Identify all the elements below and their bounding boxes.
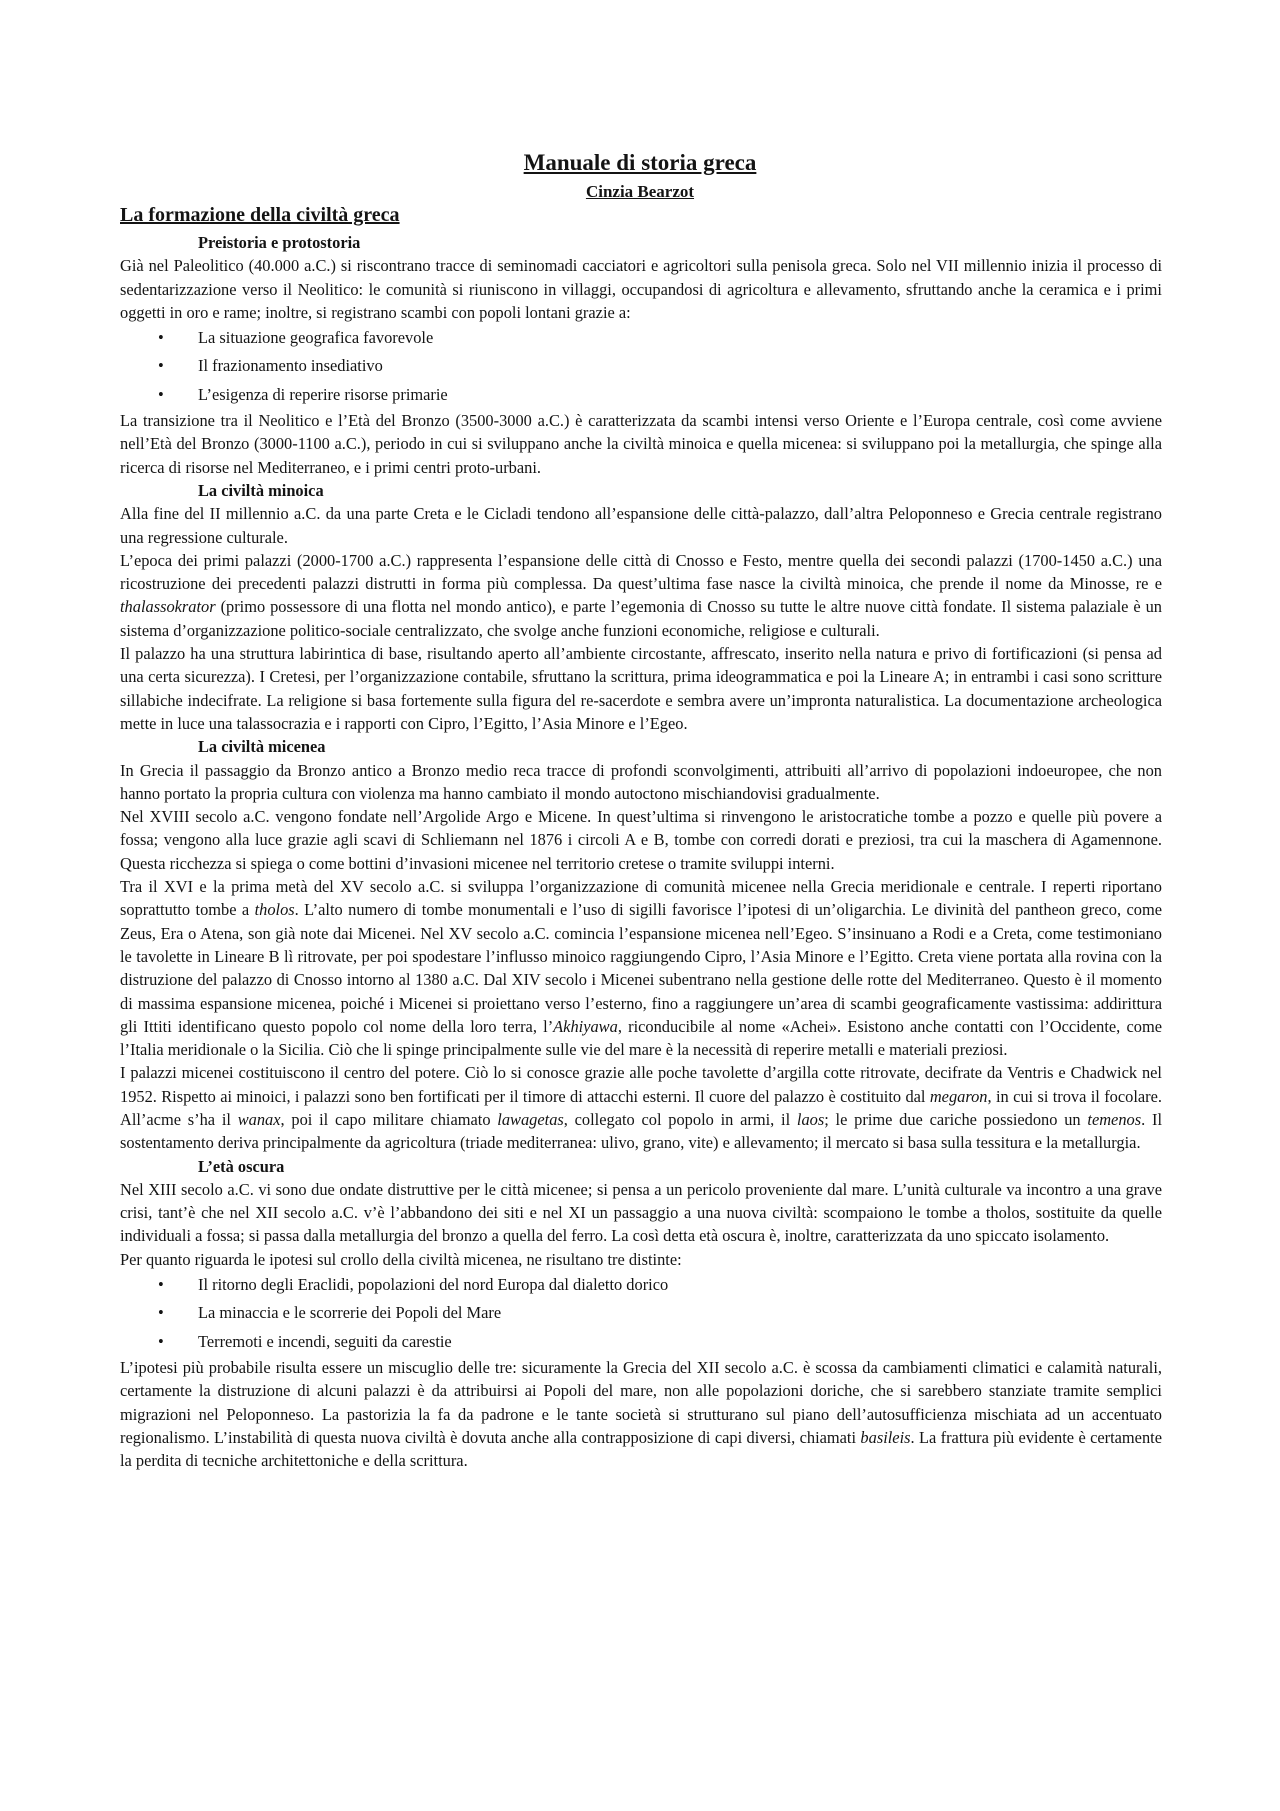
paragraph: Alla fine del II millennio a.C. da una parte Creta e le Cicladi tendono all’espansione delle città-palazzo, dall’altra Peloponneso e Grecia centrale registrano una regressione culturale.	[120, 504, 1162, 547]
section-heading-micenea: La civiltà micenea	[198, 737, 326, 757]
document-body	[120, 231, 1162, 1472]
document-title: Manuale di storia greca	[523, 150, 757, 175]
text-run: , poi il capo militare chiamato	[280, 1109, 498, 1129]
section-heading-minoica: La civiltà minoica	[198, 480, 324, 500]
document-author: Cinzia Bearzot	[585, 182, 695, 201]
paragraph	[120, 1061, 1162, 1154]
list-item: • L’esigenza di reperire risorse primarie	[120, 381, 1162, 409]
text-run: , collegato col popolo in armi, il	[563, 1109, 797, 1129]
paragraph: Nel XVIII secolo a.C. vengono fondate nell’Argolide Argo e Micene. In quest’ultima si rinvengono le aristocratiche tombe a pozzo e quelle più povere a fossa; vengono alla luce grazie agli scavi di Schliemann nel 1876 i circoli A e B, tombe con corredi dorati e preziosi, tra cui la maschera di Agamennone. Questa ricchezza si spiega o come bottini d’invasioni micenee nel territorio cretese o tramite sviluppi interni.	[120, 807, 1162, 873]
list-item: • Il frazionamento insediativo	[120, 352, 1162, 380]
text-run: . La frattura più evidente è certamente la perdita di tecniche architettoniche e della scrittura.	[120, 1427, 1162, 1471]
text-run: , in cui si trova il focolare. All’acme s’ha il	[120, 1086, 1162, 1129]
italic-term: temenos	[1087, 1109, 1142, 1129]
text-run: , riconducibile al nome «Achei». Esistono anche contatti con l’Occidente, come l’Italia meridionale o la Sicilia. Ciò che li spinge principalmente sulle vie del mare è la necessità di reperire metalli e materiali preziosi.	[120, 1016, 1162, 1060]
paragraph: Per quanto riguarda le ipotesi sul crollo della civiltà micenea, ne risultano tre distinte:	[120, 1249, 682, 1269]
list-item: • La situazione geografica favorevole	[120, 324, 1162, 352]
text-run: (primo possessore di una flotta nel mondo antico), e parte l’egemonia di Cnosso su tutte le altre nuove città fondate. Il sistema palaziale è un sistema d’organizzazione politico-sociale centralizzato, che svolge anche funzioni economiche, religiose e culturali.	[120, 597, 1162, 640]
text-run: L’epoca dei primi palazzi (2000-1700 a.C.) rappresenta l’espansione delle città di Cnosso e Festo, mentre quella dei secondi palazzi (1700-1450 a.C.) una ricostruzione dei precedenti palazzi distrutti in forma più complessa. Da quest’ultima fase nasce la civiltà minoica, che prende il nome da Minosse, re e	[120, 550, 1162, 594]
italic-term: lawagetas	[497, 1109, 564, 1129]
italic-term: basileis	[860, 1427, 911, 1447]
italic-term: laos	[796, 1109, 825, 1129]
paragraph: In Grecia il passaggio da Bronzo antico a Bronzo medio reca tracce di profondi sconvolgimenti, attribuiti all’arrivo di popolazioni indoeuropee, che non hanno portato la propria cultura con violenza ma hanno cambiato il mondo autoctono mischiandovisi gradualmente.	[120, 760, 1162, 803]
bullet-list	[120, 1271, 1162, 1356]
list-item: • Il ritorno degli Eraclidi, popolazioni del nord Europa dal dialetto dorico	[120, 1271, 1162, 1299]
text-run: ; le prime due cariche possiedono un	[824, 1109, 1088, 1129]
text-run: Tra il XVI e la prima metà del XV secolo a.C. si sviluppa l’organizzazione di comunità micenee nella Grecia meridionale e centrale. I reperti riportano soprattutto tombe a	[120, 877, 1162, 920]
paragraph: La transizione tra il Neolitico e l’Età del Bronzo (3500-3000 a.C.) è caratterizzata da scambi intensi verso Oriente e l’Europa centrale, così come avviene nell’Età del Bronzo (3000-1100 a.C.), periodo in cui si sviluppano anche la civiltà minoica e quella micenea: si sviluppano poi la metallurgia, che spinge alla ricerca di risorse nel Mediterraneo, e i primi centri proto-urbani.	[120, 411, 1162, 477]
paragraph: Nel XIII secolo a.C. vi sono due ondate distruttive per le città micenee; si pensa a un pericolo proveniente dal mare. L’unità culturale va incontro a una grave crisi, tant’è che nel XII secolo a.C. v’è l’abbandono dei siti e nel XI un passaggio a una nuova civiltà: scompaiono le tombe a tholos, sostituite da quelle individuali a fossa; si passa dalla metallurgia del bronzo a quella del ferro. La così detta età oscura è, inoltre, caratterizzata da uno spiccato isolamento.	[120, 1179, 1162, 1246]
paragraph	[120, 549, 1162, 642]
italic-term: wanax	[237, 1109, 281, 1129]
text-run: I palazzi micenei costituiscono il centro del potere. Ciò lo si conosce grazie alle poche tavolette d’argilla cotte ritrovate, decifrate da Ventris e Chadwick nel 1952. Rispetto ai minoici, i palazzi sono ben fortificati per il timore di attacchi esterni. Il cuore del palazzo è costituito dal	[120, 1063, 1162, 1106]
italic-term: Akhiyawa	[553, 1016, 618, 1036]
paragraph: Già nel Paleolitico (40.000 a.C.) si riscontrano tracce di seminomadi cacciatori e agricoltori sulla penisola greca. Solo nel VII millennio inizia il processo di sedentarizzazione verso il Neolitico: le comunità si riuniscono in villaggi, occupandosi di agricoltura e allevamento, sfruttando anche la ceramica e i primi oggetti in oro e rame; inoltre, si registrano scambi con popoli lontani grazie a:	[120, 256, 1162, 322]
paragraph	[120, 875, 1162, 1061]
section-heading-preistoria: Preistoria e protostoria	[198, 233, 361, 252]
list-item: • La minaccia e le scorrerie dei Popoli del Mare	[120, 1299, 1162, 1327]
section-heading-oscura: L’età oscura	[198, 1156, 285, 1176]
paragraph	[120, 1356, 1162, 1472]
italic-term: tholos	[254, 900, 295, 920]
list-item: • Terremoti e incendi, seguiti da carestie	[120, 1328, 1162, 1356]
italic-term: megaron	[929, 1086, 988, 1106]
paragraph: Il palazzo ha una struttura labirintica di base, risultando aperto all’ambiente circostante, affrescato, inserito nella natura e privo di fortificazioni (si pensa ad una certa sicurezza). I Cretesi, per l’organizzazione contabile, sfruttano la scrittura, prima ideogrammatica e poi la Lineare A; in entrambi i casi sono scritture sillabiche indecifrate. La religione si basa fortemente sulla figura del re-sacerdote e sembra avere un’impronta naturalistica. La documentazione archeologica mette in luce una talassocrazia e i rapporti con Cipro, l’Egitto, l’Asia Minore e l’Egeo.	[120, 644, 1162, 733]
text-run: . Il sostentamento deriva principalmente da agricoltura (triade mediterranea: ulivo, grano, vite) e allevamento; il mercato si basa sulla tessitura e la metallurgia.	[120, 1109, 1162, 1153]
chapter-heading: La formazione della civiltà greca	[120, 204, 400, 226]
text-run: L’ipotesi più probabile risulta essere un miscuglio delle tre: sicuramente la Grecia del XII secolo a.C. è scossa da cambiamenti climatici e calamità naturali, certamente la distruzione di alcuni palazzi è da attribuirsi ai Popoli del mare, non alle popolazioni doriche, che si sarebbero stanziate tramite semplici migrazioni nel Peloponneso. La pastorizia la fa da padrone e le tante società si strutturano sul piano dell’autosufficienza mischiata ad un accentuato regionalismo. L’instabilità di questa nuova civiltà è dovuta anche alla contrapposizione di capi diversi, chiamati	[120, 1357, 1162, 1447]
italic-term: thalassokrator	[120, 597, 216, 617]
text-run: . L’alto numero di tombe monumentali e l’uso di sigilli favorisce l’ipotesi di un’oligarchia. Le divinità del pantheon greco, come Zeus, Era o Atena, son già note dai Micenei. Nel XV secolo a.C. comincia l’espansione micenea nell’Egeo. S’insinuano a Rodi e a Creta, come testimoniano le tavolette in Lineare B lì ritrovate, per poi spodestare l’influsso minoico raggiungendo Cipro, l’Asia Minore e l’Egitto. Creta viene portata alla rovina con la distruzione del palazzo di Cnosso intorno al 1380 a.C. Dal XIV secolo i Micenei subentrano nella gestione delle rotte del Mediterraneo. Questo è il momento di massima espansione micenea, poiché i Micenei si proiettano verso l’esterno, fino a raggiungere un’area di scambi geograficamente vastissima: addirittura gli Ittiti identificano questo popolo col nome della loro terra, l’	[120, 900, 1162, 1036]
bullet-list	[120, 324, 1162, 409]
